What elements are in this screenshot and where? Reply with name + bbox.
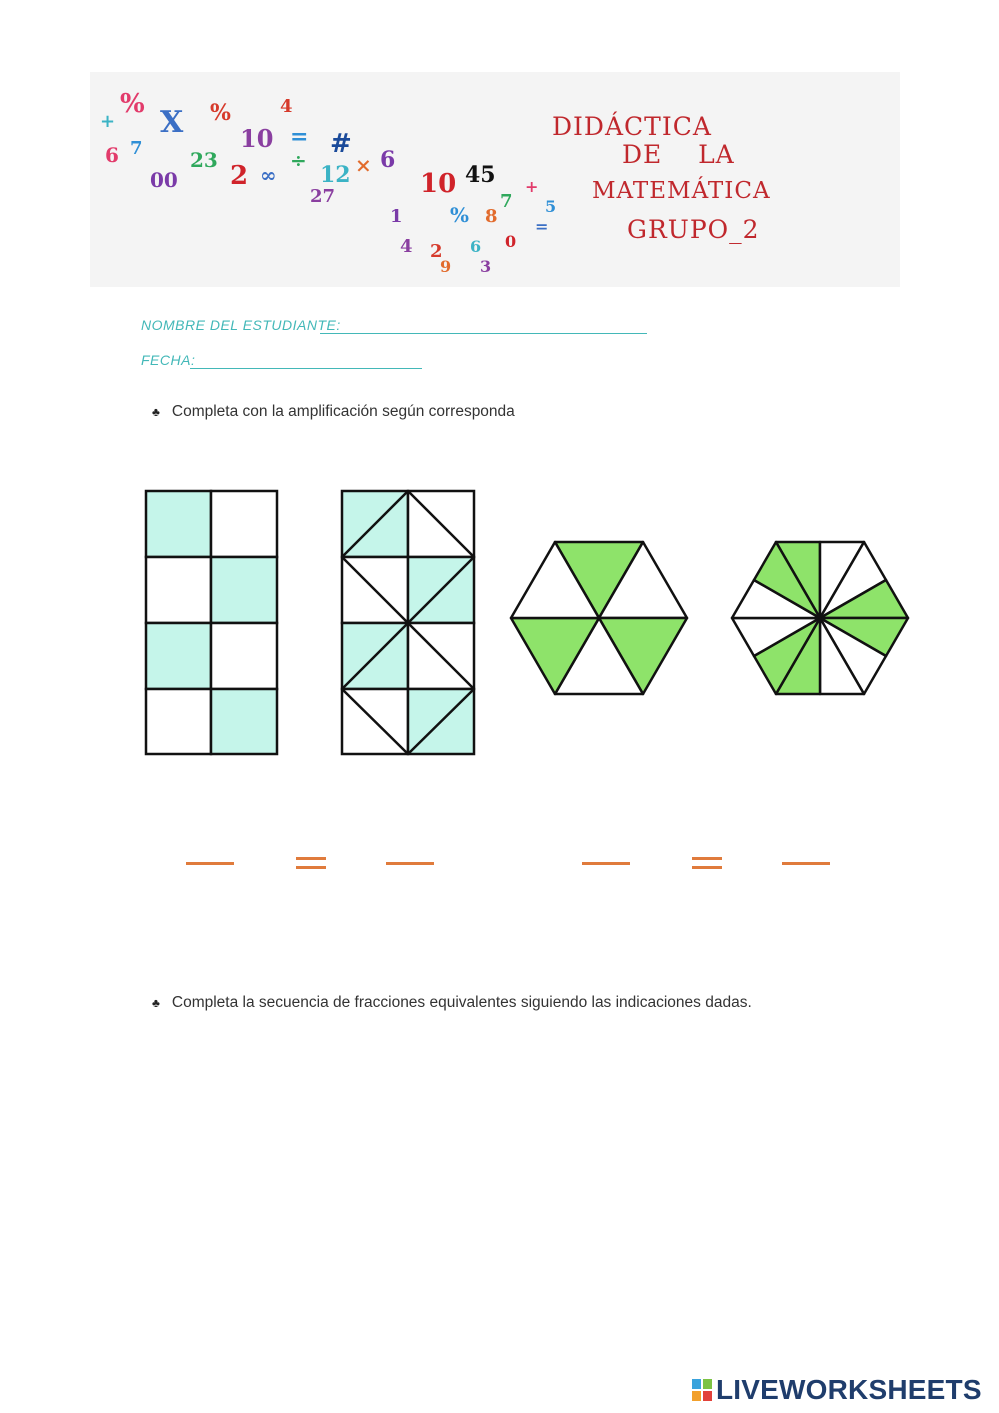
liveworksheets-icon: [692, 1379, 712, 1401]
svg-text:3: 3: [480, 257, 492, 276]
rectangle-figure-2: [342, 491, 474, 754]
svg-text:2: 2: [230, 161, 249, 191]
answer-blank-4[interactable]: [782, 862, 830, 865]
rectangle-figure-1: [146, 491, 277, 754]
svg-text:#: #: [330, 129, 352, 159]
svg-text:=: =: [535, 217, 549, 236]
banner-title-line-3: MATEMÁTICA: [592, 178, 771, 204]
svg-text:5: 5: [545, 197, 557, 216]
answer-blank-1[interactable]: [186, 862, 234, 865]
svg-text:10: 10: [240, 124, 274, 153]
svg-text:27: 27: [310, 186, 336, 207]
banner-title-line-4: GRUPO_2: [627, 215, 760, 244]
hexagon-figure-1: [511, 542, 687, 694]
svg-text:2: 2: [430, 241, 443, 262]
svg-text:00: 00: [150, 168, 178, 192]
svg-text:10: 10: [420, 169, 457, 199]
svg-text:4: 4: [400, 236, 413, 257]
svg-text:÷: ÷: [290, 148, 307, 172]
svg-text:0: 0: [505, 232, 517, 251]
instruction-1-text: Completa con la amplificación según corresponda: [171, 403, 515, 420]
svg-text:23: 23: [190, 148, 218, 172]
brand-name: LIVEWORKSHEETS: [716, 1374, 982, 1405]
answer-blank-2[interactable]: [386, 862, 434, 865]
svg-text:45: 45: [465, 162, 496, 188]
hexagon-figure-2: [732, 542, 908, 694]
student-name-label: NOMBRE DEL ESTUDIANTE:: [141, 317, 341, 333]
banner-title-line-1: DIDÁCTICA: [552, 112, 712, 141]
svg-text:X: X: [160, 105, 184, 140]
svg-text:1: 1: [390, 206, 403, 227]
club-bullet-icon: ♣: [152, 996, 160, 1010]
instruction-2-text: Completa la secuencia de fracciones equivalentes siguiendo las indicaciones dadas.: [171, 994, 752, 1011]
svg-text:×: ×: [355, 153, 372, 177]
club-bullet-icon: ♣: [152, 405, 160, 419]
svg-text:%: %: [120, 89, 145, 119]
answer-blank-3[interactable]: [582, 862, 630, 865]
svg-text:6: 6: [470, 237, 482, 256]
svg-text:6: 6: [380, 147, 396, 173]
svg-text:8: 8: [485, 206, 498, 227]
liveworksheets-logo: [692, 1374, 982, 1406]
svg-text:7: 7: [130, 138, 143, 159]
svg-text:9: 9: [440, 257, 452, 276]
svg-text:12: 12: [320, 162, 351, 188]
svg-text:6: 6: [105, 143, 119, 167]
equals-sign-2: [692, 857, 722, 869]
svg-text:=: =: [290, 124, 309, 150]
date-label: FECHA:: [141, 352, 196, 368]
svg-text:+: +: [100, 111, 116, 132]
svg-text:∞: ∞: [260, 163, 277, 187]
svg-text:4: 4: [280, 96, 293, 117]
svg-text:7: 7: [500, 191, 513, 212]
svg-text:%: %: [210, 100, 231, 126]
banner-title-line-2: DE LA: [622, 140, 735, 169]
svg-text:%: %: [450, 203, 470, 227]
svg-text:+: +: [525, 177, 539, 196]
instruction-2: [152, 994, 752, 1012]
equals-sign-1: [296, 857, 326, 869]
